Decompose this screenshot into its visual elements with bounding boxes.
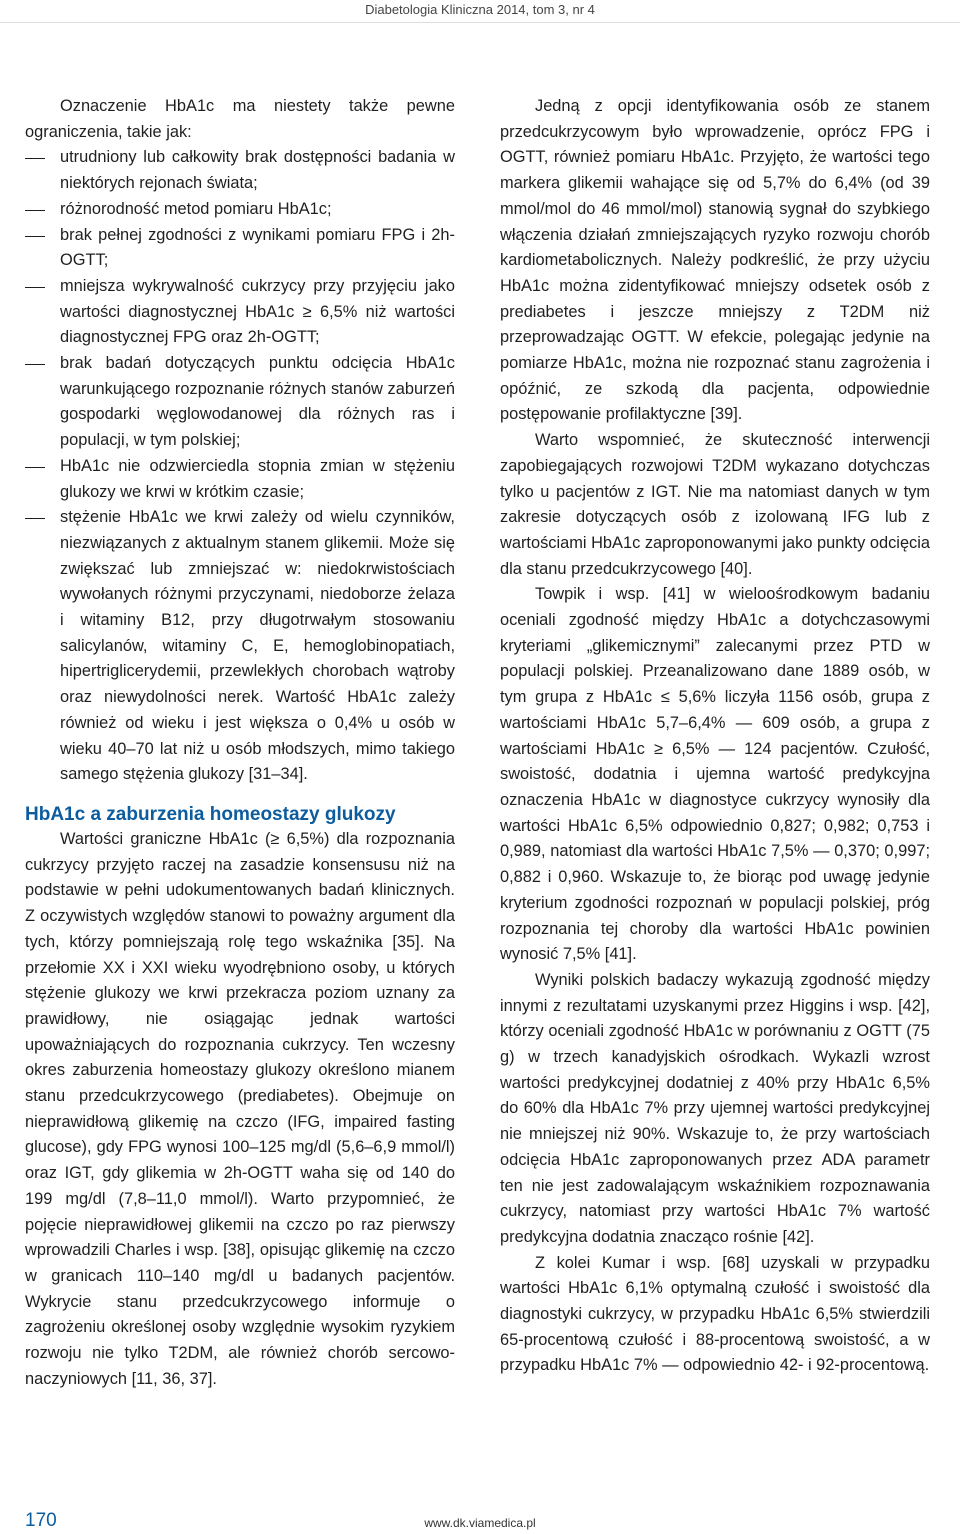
list-item: brak badań dotyczących punktu odcięcia HbA1c warunkującego rozpoznanie różnych stanów zaburzeń gospodarki węglowodanowej dla różnych ras i populacji, w tym polskiej;	[25, 351, 455, 454]
body-paragraph: Warto wspomnieć, że skuteczność interwencji zapobiegających rozwojowi T2DM wykazano dotychczas tylko u pacjentów z IGT. Nie ma natomiast danych w tym zakresie dotyczących osób z izolowaną IFG lub z wartościami HbA1c zaproponowanymi jako punkty odcięcia dla stanu przedcukrzycowego [40].	[500, 431, 931, 578]
running-header	[0, 0, 960, 23]
list-item: różnorodność metod pomiaru HbA1c;	[25, 197, 455, 223]
body-paragraph: Wyniki polskich badaczy wykazują zgodność między innymi z rezultatami uzyskanymi przez Higgins i wsp. [42], którzy oceniali zgodność HbA1c w porównaniu z OGTT (75 g) w trzech kanadyjskich ośrodkach. Wykazli wzrost wartości predykcyjnej dodatniej z 40% przy HbA1c 6,5% do 60% dla HbA1c 7% przy ujemnej wartości predykcyjnej nie mniejszej niż 90%. Wskazuje to, że przy wartościach odcięcia HbA1c zaproponowanych przez ADA parametr ten nie jest zadowalającym wskaźnikiem rozpoznawania cukrzycy, natomiast przy wartości HbA1c 7% wartość predykcyjna dodatnia znacząco rośnie [42].	[500, 970, 930, 1246]
list-item: mniejsza wykrywalność cukrzycy przy przyjęciu jako wartości diagnostycznej HbA1c ≥ 6,5% niż wartości diagnostycznej FPG oraz 2h-OGTT;	[25, 274, 455, 351]
list-item: utrudniony lub całkowity brak dostępności badania w niektórych rejonach świata;	[25, 145, 455, 196]
list-item: HbA1c nie odzwierciedla stopnia zmian w stężeniu glukozy we krwi w krótkim czasie;	[25, 454, 455, 505]
section-heading: HbA1c a zaburzenia homeostazy glukozy	[25, 803, 396, 825]
body-paragraph: Z kolei Kumar i wsp. [68] uzyskali w przypadku wartości HbA1c 6,1% optymalną czułość i swoistość dla diagnostyki cukrzycy, w przypadku HbA1c 6,5% stwierdzili 65-procentową czułość i 88-procentową swoistość, a w przypadku HbA1c 7% — odpowiednio 42- i 92-procentową.	[500, 1253, 930, 1375]
journal-title: Diabetologia Kliniczna 2014, tom 3, nr 4	[365, 2, 595, 17]
body-paragraph: Wartości graniczne HbA1c (≥ 6,5%) dla rozpoznania cukrzycy przyjęto raczej na zasadzie konsensusu niż na podstawie w pełni udokumentowanych badań klinicznych. Z oczywistych względów stanowi to poważny argument dla tych, którzy pomniejszają rolę tego wskaźnika [35]. Na przełomie XX i XXI wieku wyodrębniono osoby, u których stężenie glukozy we krwi przekracza poziom uznany za prawidłowy, nie osiągając jednak wartości upoważniających do rozpoznania cukrzycy. Ten wczesny okres zaburzenia homeostazy glukozy określono mianem stanu przedcukrzycowego (prediabetes). Obejmuje on nieprawidłową glikemię na czczo (IFG, impaired fasting glucose), gdy FPG wynosi 100–125 mg/dl (5,6–6,9 mmol/l) oraz IGT, gdy glikemia w 2h-OGTT waha się od 140 do 199 mg/dl (7,8–11,0 mmol/l). Warto przypomnieć, że pojęcie nieprawidłowej glikemii na czczo po raz pierwszy wprowadzili Charles i wsp. [38], opisując glikemię na czczo w granicach 110–140 mg/dl u badanych pacjentów. Wykrycie stanu przedcukrzycowego informuje o zagrożeniu określonej osoby względnie wysokim ryzykiem rozwoju nie tylko T2DM, ale również chorób sercowo-naczyniowych [11, 36, 37].	[25, 829, 455, 1388]
page-number: 170	[25, 1510, 57, 1531]
right-column	[500, 94, 930, 1379]
list-item: brak pełnej zgodności z wynikami pomiaru FPG i 2h-OGTT;	[25, 223, 455, 274]
website-link[interactable]: www.dk.viamedica.pl	[424, 1516, 536, 1530]
intro-paragraph: Oznaczenie HbA1c ma niestety także pewne ograniczenia, takie jak:	[25, 97, 455, 141]
body-paragraph: Jedną z opcji identyfikowania osób ze stanem przedcukrzycowym było wprowadzenie, oprócz FPG i OGTT, również pomiaru HbA1c. Przyjęto, że wartości tego markera glikemii wahające się od 5,7% do 6,4% (od 39 mmol/mol do 46 mmol/mol) stanowią sygnał do szybkiego włączenia działań zmniejszających ryzyko rozwoju chorób kardiometabolicznych. Należy podkreślić, że przy użyciu HbA1c można zidentyfikować mniejszy odsetek osób z prediabetes i jeszcze mniejszy z T2DM niż przeprowadzając OGTT. W efekcie, polegając jedynie na pomiarze HbA1c, można nie rozpoznać stanu zagrożenia i opóźnić, ze szkodą dla pacjenta, odpowiednie postępowanie profilaktyczne [39].	[500, 97, 930, 424]
limitations-list	[25, 145, 455, 788]
left-column	[25, 94, 455, 1392]
list-item: stężenie HbA1c we krwi zależy od wielu czynników, niezwiązanych z aktualnym stanem glikemii. Może się zwiększać lub zmniejszać w: niedokrwistościach wywołanych różnymi przyczynami, niedoborze żelaza i witaminy B12, przy długotrwałym stosowaniu salicylanów, witaminy C, E, hemoglobinopatiach, hipertriglicerydemii, przewlekłych chorobach wątroby oraz niewydolności nerek. Wartość HbA1c zależy również od wieku i jest większa o 0,4% u osób w wieku 40–70 lat niż u osób młodszych, mimo takiego samego stężenia glukozy [31–34].	[25, 505, 455, 788]
body-paragraph: Towpik i wsp. [41] w wieloośrodkowym badaniu oceniali zgodność między HbA1c a dotychczasowymi kryteriami „glikemicznymi” zalecanymi przez PTD w populacji polskiej. Przeanalizowano dane 1889 osób, w tym grupa z HbA1c ≤ 5,6% liczyła 1156 osób, grupa z wartościami HbA1c 5,7–6,4% — 609 osób, a grupa z wartościami HbA1c ≥ 6,5% — 124 pacjentów. Czułość, swoistość, dodatnia i ujemna wartość predykcyjna oznaczenia HbA1c w diagnostyce cukrzycy wynosiły dla wartości HbA1c 6,5% odpowiednio 0,827; 0,982; 0,753 i 0,989, natomiast dla wartości HbA1c 7,5% — 0,370; 0,997; 0,882 i 0,960. Wskazuje to, że biorąc pod uwagę jedynie kryterium zgodności rozpoznań w populacji polskiej, próg rozpoznania tej choroby dla wartości HbA1c powinien wynosić 7,5% [41].	[500, 585, 930, 964]
